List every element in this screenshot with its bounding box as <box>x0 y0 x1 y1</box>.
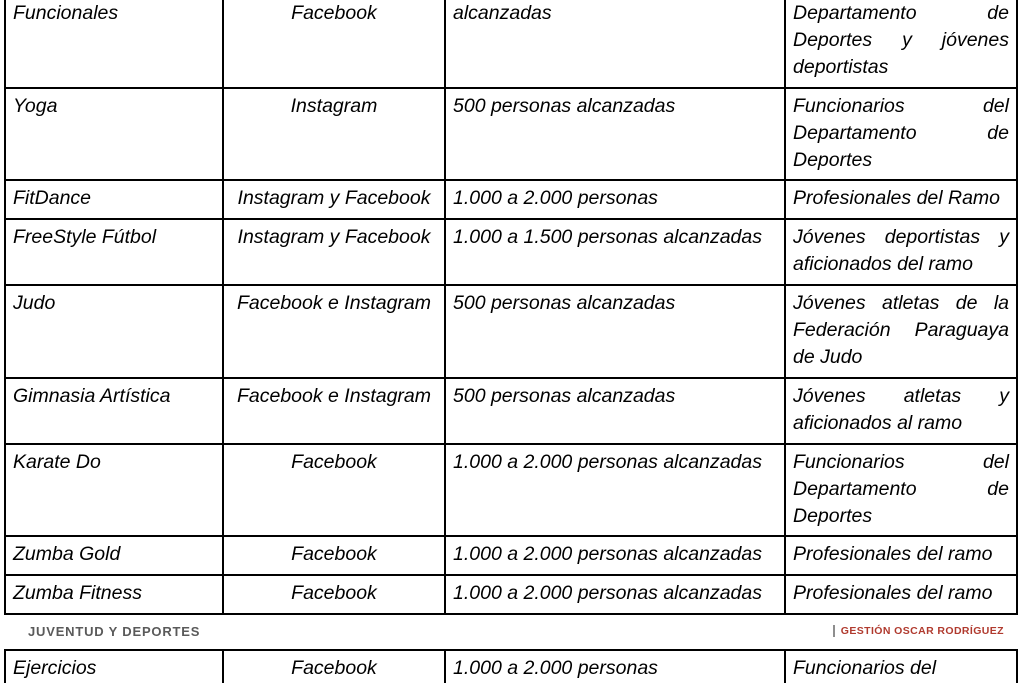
cell-reach: 1.000 a 2.000 personas alcanzadas <box>445 444 785 537</box>
cell-reach: 500 personas alcanzadas <box>445 378 785 444</box>
cell-activity-name: Yoga <box>5 88 223 181</box>
cell-reach: 1.000 a 2.000 personas <box>445 180 785 219</box>
cell-target: Profesionales del Ramo <box>785 180 1017 219</box>
cell-network: Facebook e Instagram <box>223 285 445 378</box>
activity-name-text: Funcionales <box>13 2 119 24</box>
cell-activity-name: Ejercicios <box>5 650 223 683</box>
table-row <box>5 536 1017 575</box>
cell-target: Jóvenes atletas y aficionados al ramo <box>785 378 1017 444</box>
cell-reach: 500 personas alcanzadas <box>445 88 785 181</box>
cell-target: Funcionarios del Departamento de Deportes <box>785 444 1017 537</box>
cell-network: Facebook <box>223 575 445 614</box>
cell-network: Instagram <box>223 88 445 181</box>
cell-activity-name: Karate Do <box>5 444 223 537</box>
cell-reach <box>445 0 785 88</box>
table-row <box>5 0 1017 88</box>
table-row <box>5 219 1017 285</box>
cell-target: Jóvenes deportistas y aficionados del ramo <box>785 219 1017 285</box>
cell-reach: 1.000 a 1.500 personas alcanzadas <box>445 219 785 285</box>
cell-activity-name: Zumba Gold <box>5 536 223 575</box>
cell-activity-name: Gimnasia Artística <box>5 378 223 444</box>
table-row <box>5 378 1017 444</box>
table-row <box>5 575 1017 614</box>
target-text: Departamento de Deportes y jóvenes deportistas <box>793 2 1009 78</box>
cell-network: Instagram y Facebook <box>223 180 445 219</box>
next-page-table-clip <box>0 649 1030 683</box>
activities-table-continued <box>4 649 1018 683</box>
cell-target: Funcionarios del Departamento de Deportes <box>785 88 1017 181</box>
cell-reach: 500 personas alcanzadas <box>445 285 785 378</box>
table-row <box>5 650 1017 683</box>
table-row <box>5 88 1017 181</box>
cell-network: Facebook e Instagram <box>223 378 445 444</box>
cell-activity-name: FreeStyle Fútbol <box>5 219 223 285</box>
footer-administration-label: GESTIÓN OSCAR RODRÍGUEZ <box>833 625 1004 637</box>
cell-network: Facebook <box>223 650 445 683</box>
cell-activity-name: Judo <box>5 285 223 378</box>
activities-table <box>4 0 1018 615</box>
table-row <box>5 444 1017 537</box>
cell-network: Facebook <box>223 444 445 537</box>
cell-network <box>223 0 445 88</box>
table-row <box>5 285 1017 378</box>
cell-activity-name: FitDance <box>5 180 223 219</box>
cell-reach: 1.000 a 2.000 personas alcanzadas <box>445 536 785 575</box>
cell-target <box>785 0 1017 88</box>
cell-activity-name: Zumba Fitness <box>5 575 223 614</box>
page-footer-strip <box>4 619 1016 649</box>
cell-reach: 1.000 a 2.000 personas alcanzadas <box>445 575 785 614</box>
table-row <box>5 180 1017 219</box>
reach-text: alcanzadas <box>453 2 552 24</box>
cell-activity-name <box>5 0 223 88</box>
cell-target: Profesionales del ramo <box>785 536 1017 575</box>
cell-target: Jóvenes atletas de la Federación Paraguaya de Judo <box>785 285 1017 378</box>
cell-target: Funcionarios del <box>785 650 1017 683</box>
cell-target: Profesionales del ramo <box>785 575 1017 614</box>
cell-reach: 1.000 a 2.000 personas <box>445 650 785 683</box>
cell-network: Instagram y Facebook <box>223 219 445 285</box>
network-text: Facebook <box>291 2 377 24</box>
cell-network: Facebook <box>223 536 445 575</box>
footer-department-label: JUVENTUD Y DEPORTES <box>28 624 201 640</box>
